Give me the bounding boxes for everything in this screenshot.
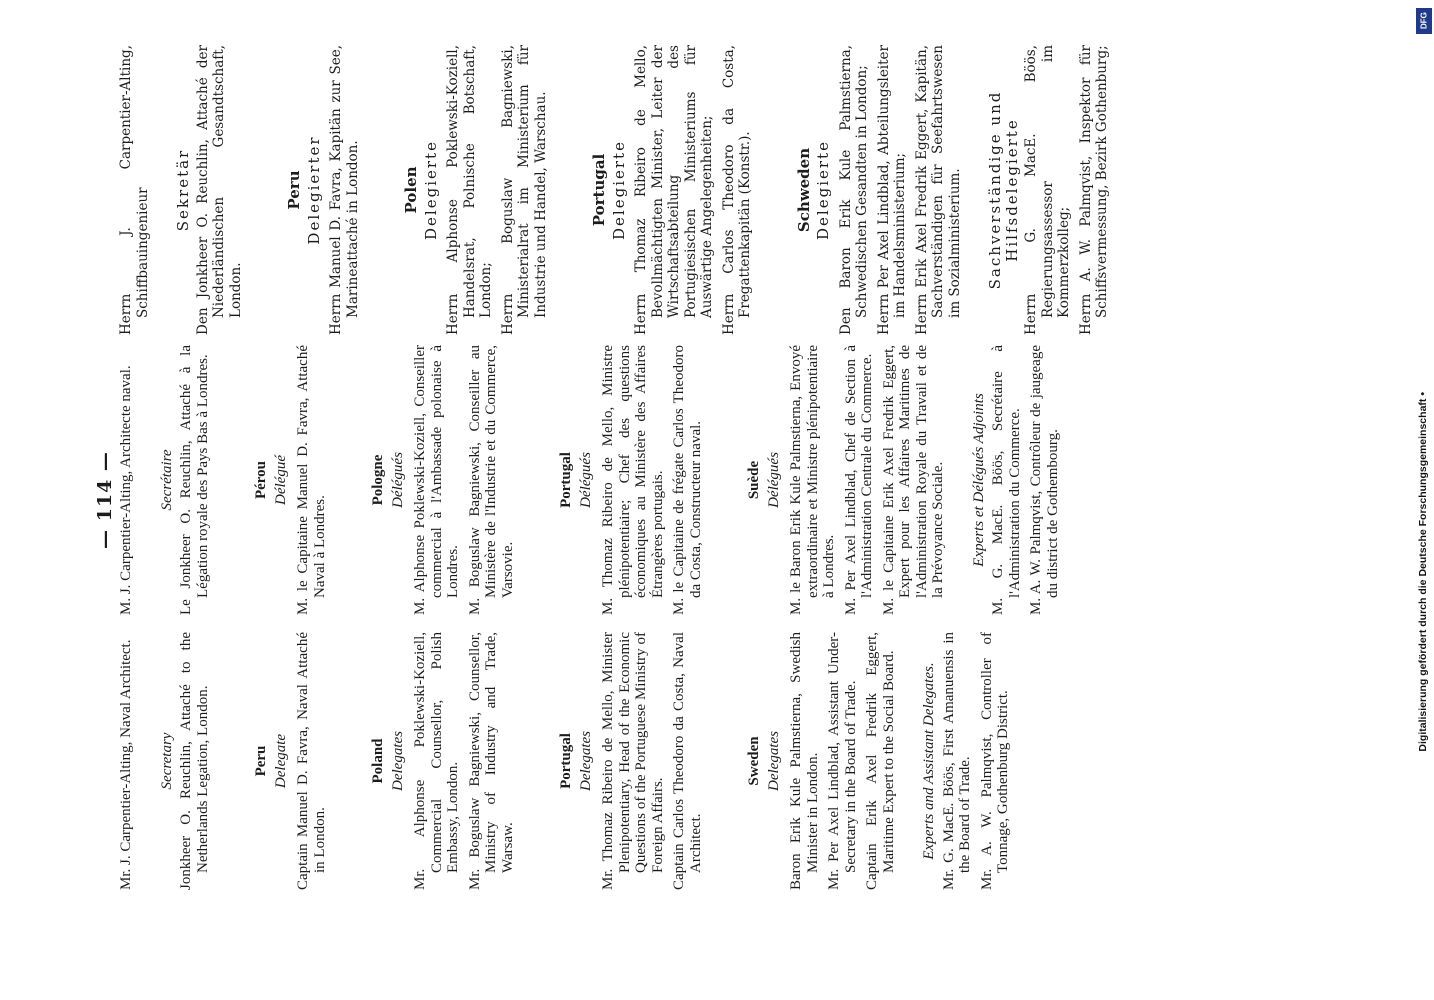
rotated-document-page	[10, 0, 1340, 1000]
section-heading: Peru	[253, 745, 269, 777]
section-heading: Poland	[370, 738, 386, 784]
section-heading: Delegierte	[609, 140, 628, 240]
section-heading: Delegierte	[814, 140, 832, 240]
delegate-entry: M. Boguslaw Bagniewski, Conseiller au Ministère de l'Industrie et du Commerce, Varsovie.	[466, 345, 516, 615]
delegate-entry: Herrn Boguslaw Bagniewski, Ministerialrat im Ministerium für Industrie und Handel, Warschau.	[499, 45, 549, 335]
section-heading: Portugal	[558, 733, 574, 789]
delegate-entry: M. le Capitaine de frégate Carlos Theodoro da Costa, Constructeur naval.	[671, 345, 704, 615]
delegate-entry: M. Alphonse Poklewski-Koziell, Conseiller commercial à l'Ambassade polonaise à Londres.	[412, 345, 461, 615]
section-heading: Pologne	[370, 454, 386, 506]
delegate-entry: Baron Erik Kule Palmstierna, Swedish Minister in London.	[788, 632, 821, 890]
french-column	[118, 345, 1066, 615]
delegate-entry: Mr. Alphonse Poklewski-Koziell, Commercial Counsellor, Polish Embassy, London.	[412, 632, 461, 890]
section-heading: Délégués	[389, 452, 406, 508]
delegate-entry: Herrn J. Carpentier-Alting, Schiffbauingenieur	[118, 45, 151, 335]
delegate-entry: Captain Erik Axel Fredrik Eggert, Maritime Expert to the Social Board.	[864, 632, 897, 890]
dfg-logo: DFG	[1416, 8, 1432, 34]
german-column	[118, 45, 1116, 335]
section-heading: Delegierte	[421, 140, 440, 240]
section-heading: Délégués	[765, 452, 782, 508]
delegate-entry: Mr. G. MacE. Böös, First Amanuensis in the Board of Trade.	[940, 632, 973, 890]
section-heading: Sachverständige und Hilfsdelegierte	[986, 90, 1021, 290]
delegate-entry: Herrn Erik Axel Fredrik Eggert, Kapitän, Sachverständigen für Seefahrtswesen im Sozialministerium.	[913, 45, 963, 335]
section-heading: Delegates	[765, 731, 782, 791]
section-heading: Delegate	[272, 733, 289, 789]
delegate-entry: Captain Manuel D. Favra, Naval Attaché in London.	[295, 632, 328, 890]
delegate-entry: M. A. W. Palmqvist, Contrôleur de jaugeage du district de Gothembourg.	[1028, 345, 1061, 615]
delegate-entry: Jonkheer O. Reuchlin, Attaché to the Netherlands Legation, London.	[178, 632, 211, 890]
delegate-entry: M. J. Carpentier-Alting, Architecte naval.	[118, 365, 134, 615]
delegate-entry: Herrn Alphonse Poklewski-Koziell, Handelsrat, Polnische Botschaft, London;	[445, 45, 494, 335]
section-heading: Portugal	[558, 452, 574, 508]
page-number: — 114 —	[94, 451, 116, 549]
delegate-entry: M. le Capitaine Manuel D. Favra, Attaché Naval à Londres.	[295, 345, 328, 615]
section-heading: Pérou	[253, 460, 269, 500]
section-heading: Delegierter	[304, 135, 323, 245]
delegate-entry: Herrn A. W. Palmqvist, Inspektor für Schiffsvermessung, Bezirk Gothenburg;	[1077, 45, 1110, 335]
delegate-entry: Mr. Thomaz Ribeiro de Mello, Minister Plenipotentiary, Head of the Economic Questions of the Portuguese Ministry of Foreign Affairs.	[600, 632, 666, 890]
delegate-entry: Herrn G. MacE. Böös, Regierungsassessor im Kommerzkolleg;	[1023, 45, 1072, 335]
delegate-entry: M. le Capitaine Erik Axel Fredrik Eggert, Expert pour les Affaires Maritimes de l'Administration Royale du Travail et de la Prévoyance Sociale.	[880, 345, 946, 615]
delegate-entry: Herrn Thomaz Ribeiro de Mello, Bevollmächtigten Minister, Leiter der Wirtschaftsabteilung des Portugiesischen Ministeriums für Auswärtige Angelegenheiten;	[633, 45, 715, 335]
delegate-entry: Den Jonkheer O. Reuchlin, Attaché der Niederländischen Gesandtschaft, London.	[194, 45, 244, 335]
english-column	[118, 632, 1017, 890]
delegate-entry: Mr. Per Axel Lindblad, Assistant Under-Secretary in the Board of Trade.	[826, 632, 859, 890]
delegate-entry: Mr. Boguslaw Bagniewski, Counsellor, Ministry of Industry and Trade, Warsaw.	[466, 632, 516, 890]
section-heading: Delegates	[577, 731, 594, 791]
section-heading: Portugal	[590, 153, 608, 227]
section-heading: Suède	[746, 460, 762, 500]
section-heading: Secretary	[158, 732, 175, 790]
delegate-entry: Herrn Carlos Theodoro da Costa, Fregattenkapitän (Konstr.).	[720, 45, 753, 335]
section-heading: Peru	[285, 170, 303, 210]
section-heading: Sweden	[746, 736, 762, 786]
delegate-entry: Mr. A. W. Palmqvist, Controller of Tonnage, Gothenburg District.	[978, 632, 1011, 890]
section-heading: Delegates	[389, 731, 406, 791]
delegate-entry: Mr. J. Carpentier-Alting, Naval Architect.	[118, 639, 134, 890]
section-heading: Sekretär	[174, 148, 192, 232]
digitization-credit: Digitalisierung gefördert durch die Deutsche Forschungsgemeinschaft •	[1417, 392, 1429, 752]
section-heading: Schweden	[794, 147, 813, 233]
delegate-entry: Herrn Manuel D. Favra, Kapitän zur See, Marineattaché in London.	[328, 45, 361, 335]
section-heading: Délégué	[272, 455, 289, 505]
section-heading: Délégués	[577, 452, 594, 508]
delegate-entry: M. Per Axel Lindblad, Chef de Section à l'Administration Centrale du Commerce.	[842, 345, 875, 615]
delegate-entry: M. le Baron Erik Kule Palmstierna, Envoyé extraordinaire et Ministre plénipotentiaire à Londres.	[788, 345, 837, 615]
section-heading: Polen	[402, 166, 420, 214]
delegate-entry: M. G. MacE. Böös, Secrétaire à l'Administration du Commerce.	[990, 345, 1023, 615]
section-heading: Experts et Délégués Adjoints	[970, 393, 987, 567]
delegate-entry: Herrn Per Axel Lindblad, Abteilungsleiter im Handelsministerium;	[875, 45, 908, 335]
delegate-entry: Captain Carlos Theodoro da Costa, Naval Architect.	[671, 632, 704, 890]
delegate-entry: M. Thomaz Ribeiro de Mello, Ministre plénipotentiaire; Chef des questions économiques au Ministère des Affaires Étrangères portugais.	[600, 345, 666, 615]
delegate-entry: Den Baron Erik Kule Palmstierna, Schwedischen Gesandten in London;	[837, 45, 870, 335]
section-heading: Experts and Assistant Delegates.	[921, 662, 937, 860]
delegate-entry: Le Jonkheer O. Reuchlin, Attaché à la Légation royale des Pays Bas à Londres.	[178, 345, 211, 615]
section-heading: Secrétaire	[158, 449, 175, 511]
